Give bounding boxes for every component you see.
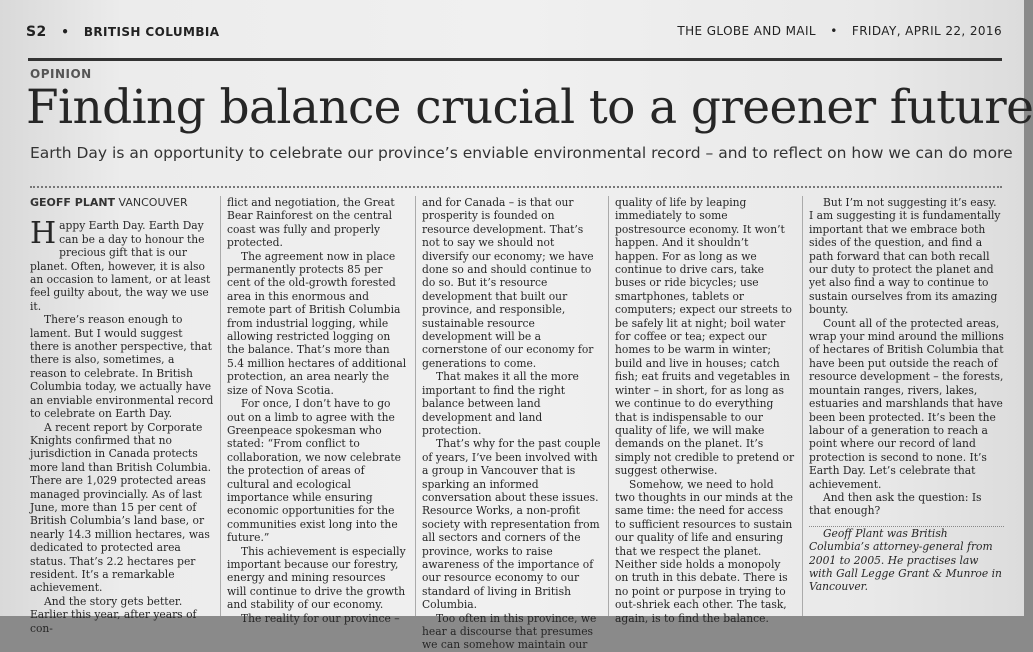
publication-name: THE GLOBE AND MAIL — [677, 24, 816, 38]
author-name: GEOFF PLANT — [30, 196, 116, 209]
header-rule — [28, 58, 1002, 61]
article-paragraph: There’s reason enough to lament. But I would suggest there is another perspective, that there is also, sometimes, a reason to celebrate. In British Columbia today, we actually have an enviable environmental record to celebrate on Earth Day. — [30, 313, 214, 421]
page-number: S2 — [26, 24, 47, 40]
article-paragraph: Count all of the protected areas, wrap your mind around the millions of hectares of British Columbia that have been put outside the reach of resource development – the forests, mountain ranges, rivers, lakes, estuaries and marshlands that have been been protected. It’s been the labour of a generation to reach a point where our record of land protection is second to none. It’s Earth Day. Let’s celebrate that achievement. — [809, 316, 1004, 491]
page-header — [26, 22, 1002, 44]
article-column-4 — [608, 196, 795, 625]
article-paragraph: And the story gets better. Earlier this year, after years of con- — [30, 594, 197, 635]
article-paragraph: and for Canada – is that our prosperity is founded on resource development. That’s not to say we should not diversify our economy; we have done so and should continue to do so. But it’s resource development that built our province, and responsible, sustainable resource development will be a cornerstone of our economy for generations to come. — [422, 196, 594, 370]
header-left — [26, 24, 219, 40]
publication-date: FRIDAY, APRIL 22, 2016 — [851, 24, 1002, 38]
dotted-divider — [30, 186, 1002, 188]
bullet-separator: • — [61, 25, 70, 39]
section-kicker: OPINION — [30, 67, 92, 81]
bullet-separator: • — [830, 24, 838, 38]
drop-cap: H — [30, 216, 57, 252]
article-paragraph: The reality for our province – — [241, 611, 400, 625]
article-paragraph: Too often in this province, we hear a discourse that presumes we can somehow maintain our — [422, 611, 597, 652]
article-paragraph: Somehow, we need to hold two thoughts in our minds at the same time: the need for access to sufficient resources to sustain our quality of life and ensuring that we respect the planet. Neither side holds a monopoly on truth in this debate. There is no point or purpose in trying to out-shriek each other. The task, again, is to find the balance. — [615, 477, 793, 625]
article-paragraph: This achievement is especially important because our forestry, energy and mining resources will continue to drive the growth and stability of our economy. — [227, 544, 406, 612]
article-paragraph: The agreement now in place permanently protects 85 per cent of the old-growth forested area in this enormous and remote part of British Columbia from industrial logging, while allowing restricted logging on the balance. That’s more than 5.4 million hectares of additional protection, an area nearly the size of Nova Scotia. — [227, 249, 407, 397]
headline: Finding balance crucial to a greener future — [26, 80, 1033, 135]
article-body — [30, 196, 1004, 652]
article-paragraph: But I’m not suggesting it’s easy. I am suggesting it is fundamentally important that we embrace both sides of the question, and find a path forward that can both recall our duty to protect the planet and yet also find a way to continue to sustain ourselves from its amazing bounty. — [809, 196, 1001, 317]
article-column-3 — [415, 196, 602, 652]
author-location: VANCOUVER — [118, 196, 188, 209]
article-column-2 — [220, 196, 407, 625]
author-bio: Geoff Plant was British Columbia’s attorney-general from 2001 to 2005. He practises law with Gall Legge Grant & Munroe in Vancouver. — [809, 526, 1002, 594]
article-paragraph: And then ask the question: Is that enough? — [809, 490, 982, 518]
article-column-1 — [30, 196, 214, 635]
article-paragraph: flict and negotiation, the Great Bear Rainforest on the central coast was fully and properly protected. — [227, 196, 395, 250]
article-paragraph: For once, I don’t have to go out on a limb to agree with the Greenpeace spokesman who stated: “From conflict to collaboration, we now celebrate the protection of areas of cultural and ecological importance while ensuring economic opportunities for the communities exist long into the future.” — [227, 397, 401, 545]
article-column-5 — [802, 196, 1004, 616]
article-paragraph: That makes it all the more important to find the right balance between land development and land protection. — [422, 370, 579, 437]
article-paragraph: That’s why for the past couple of years, I’ve been involved with a group in Vancouver that is sparking an informed conversation about these issues. Resource Works, a non-profit society with representation from all sectors and corners of the province, works to raise awareness of the importance of our resource economy to our standard of living in British Columbia. — [422, 437, 601, 612]
article-paragraph: Happy Earth Day. Earth Day can be a day to honour the precious gift that is our planet. Often, however, it is also an occasion to lament, or at least feel guilty about, the way we use it. — [30, 216, 211, 313]
deck-subheadline: Earth Day is an opportunity to celebrate our province’s enviable environmental record – and to reflect on how we can do more — [30, 144, 1013, 162]
article-paragraph: A recent report by Corporate Knights confirmed that no jurisdiction in Canada protects more land than British Columbia. There are 1,029 protected areas managed provincially. As of last June, more than 15 per cent of British Columbia’s land base, or nearly 14.3 million hectares, was dedicated to protected area status. That’s 2.2 hectares per resident. It’s a remarkable achievement. — [30, 420, 212, 595]
section-name: BRITISH COLUMBIA — [83, 25, 220, 39]
byline — [30, 196, 214, 209]
header-right — [677, 24, 1002, 38]
article-paragraph: quality of life by leaping immediately to some postresource economy. It won’t happen. And it shouldn’t happen. For as long as we continue to drive cars, take buses or ride bicycles; use smartphones, tablets or computers; expect our streets to be safely lit at night; boil water for coffee or tea; expect our homes to be warm in winter; build and live in houses; catch fish; eat fruits and vegetables in winter – in short, for as long as we continue to do everything that is indispensable to our quality of life, we will make demands on the planet. It’s simply not credible to pretend or suggest otherwise. — [615, 196, 795, 478]
